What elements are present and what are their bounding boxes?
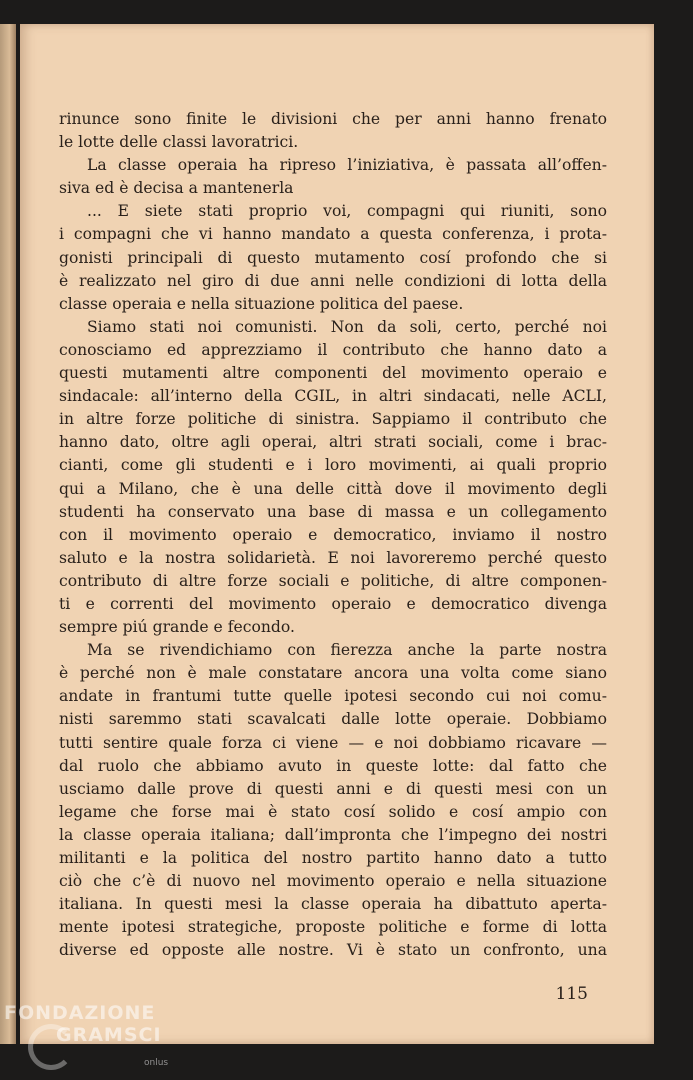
text-line: contributo di altre forze sociali e politiche, di altre componen- bbox=[59, 571, 607, 590]
paragraph bbox=[59, 200, 607, 315]
text-line: La classe operaia ha ripreso l’iniziativa, è passata all’offen- bbox=[87, 156, 607, 175]
text-line: dal ruolo che abbiamo avuto in queste lotte: dal fatto che bbox=[59, 756, 607, 775]
text-line: con il movimento operaio e democratico, inviamo il nostro bbox=[59, 525, 607, 544]
text-line: Siamo stati noi comunisti. Non da soli, certo, perché noi bbox=[87, 317, 607, 336]
text-line: ciò che c’è di nuovo nel movimento operaio e nella situazione bbox=[59, 872, 607, 891]
text-line: conosciamo ed apprezziamo il contributo che hanno dato a bbox=[59, 340, 607, 359]
text-line: è realizzato nel giro di due anni nelle condizioni di lotta della bbox=[59, 271, 607, 290]
body-text bbox=[59, 108, 607, 962]
text-line: militanti e la politica del nostro partito hanno dato a tutto bbox=[59, 849, 607, 867]
text-line: classe operaia e nella situazione politica del paese. bbox=[59, 294, 464, 313]
text-line: mente ipotesi strategiche, proposte politiche e forme di lotta bbox=[59, 918, 607, 937]
watermark bbox=[4, 1002, 169, 1068]
text-line: saluto e la nostra solidarietà. E noi lavoreremo perché questo bbox=[59, 548, 607, 567]
text-line: la classe operaia italiana; dall’impronta che l’impegno dei nostri bbox=[59, 825, 607, 844]
text-line: qui a Milano, che è una delle città dove il movimento degli bbox=[59, 479, 607, 498]
text-line: ti e correnti del movimento operaio e democratico divenga bbox=[59, 594, 607, 613]
watermark-line1: FONDAZIONE bbox=[4, 1002, 156, 1024]
text-line: le lotte delle classi lavoratrici. bbox=[59, 133, 299, 152]
text-line: gonisti principali di questo mutamento cosí profondo che si bbox=[59, 248, 607, 267]
paragraph bbox=[59, 154, 607, 200]
text-line: è perché non è male constatare ancora una volta come siano bbox=[59, 664, 607, 683]
text-line: rinunce sono finite le divisioni che per anni hanno frenato bbox=[59, 110, 607, 128]
previous-page-edge bbox=[0, 24, 16, 1044]
text-line: questi mutamenti altre componenti del movimento operaio e bbox=[59, 364, 607, 383]
text-line: legame che forse mai è stato cosí solido e cosí ampio con bbox=[59, 802, 607, 821]
text-line: sempre piú grande e fecondo. bbox=[59, 618, 295, 637]
text-line: ... E siete stati proprio voi, compagni qui riuniti, sono bbox=[87, 202, 607, 221]
text-line: studenti ha conservato una base di massa e un collegamento bbox=[59, 502, 607, 521]
text-line: siva ed è decisa a mantenerla bbox=[59, 179, 294, 198]
text-line: i compagni che vi hanno mandato a questa conferenza, i prota- bbox=[59, 225, 607, 244]
text-line: in altre forze politiche di sinistra. Sappiamo il contributo che bbox=[59, 410, 607, 429]
page-number: 115 bbox=[555, 984, 588, 1004]
text-line: italiana. In questi mesi la classe operaia ha dibattuto aperta- bbox=[59, 895, 607, 914]
text-line: sindacale: all’interno della CGIL, in altri sindacati, nelle ACLI, bbox=[59, 387, 607, 406]
text-line: Ma se rivendichiamo con fierezza anche la parte nostra bbox=[87, 641, 607, 660]
watermark-small: onlus bbox=[144, 1058, 169, 1068]
book-page bbox=[20, 24, 654, 1044]
paragraph bbox=[59, 316, 607, 639]
paragraph bbox=[59, 108, 607, 154]
paragraph bbox=[59, 639, 607, 962]
text-line: tutti sentire quale forza ci viene — e noi dobbiamo ricavare — bbox=[59, 733, 607, 752]
text-line: nisti saremmo stati scavalcati dalle lotte operaie. Dobbiamo bbox=[59, 710, 607, 729]
text-line: cianti, come gli studenti e i loro movimenti, ai quali proprio bbox=[59, 456, 607, 475]
text-line: andate in frantumi tutte quelle ipotesi secondo cui noi comu- bbox=[59, 687, 607, 706]
text-line: usciamo dalle prove di questi anni e di questi mesi con un bbox=[59, 779, 607, 798]
watermark-line2: GRAMSCI bbox=[56, 1024, 162, 1046]
text-line: hanno dato, oltre agli operai, altri strati sociali, come i brac- bbox=[59, 433, 607, 452]
text-line: diverse ed opposte alle nostre. Vi è stato un confronto, una bbox=[59, 941, 607, 960]
